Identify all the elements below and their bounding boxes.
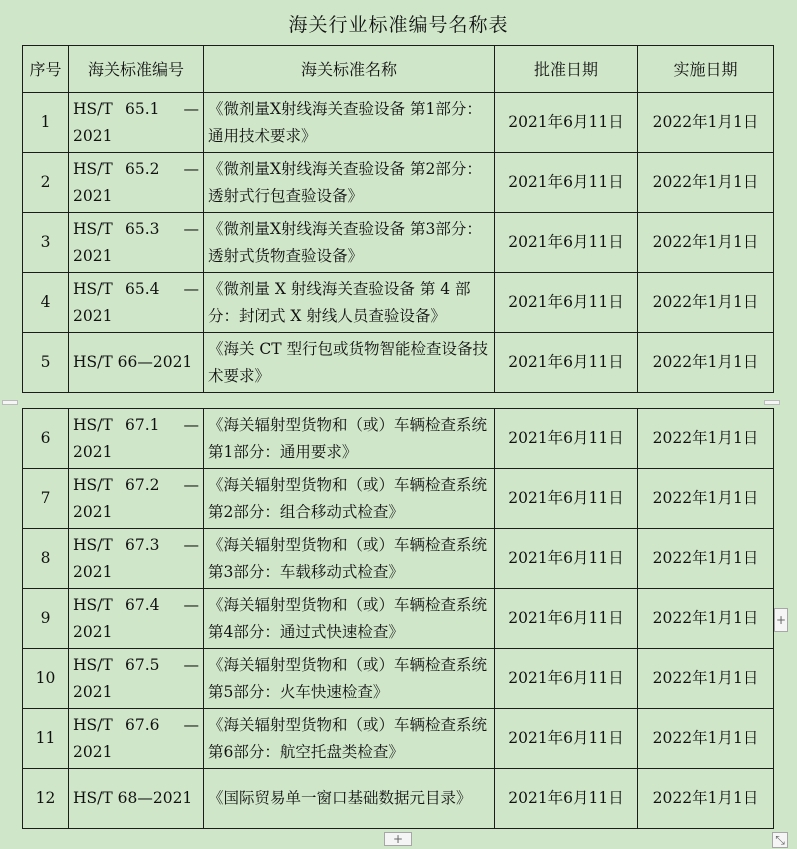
standard-name: 《微剂量X射线海关查验设备 第2部分：透射式行包查验设备》 — [204, 153, 495, 213]
approve-date: 2021年6月11日 — [495, 709, 638, 769]
standards-table-part1 — [22, 45, 774, 393]
code-dash: — — [183, 475, 199, 494]
code-prefix: HS/T — [73, 219, 113, 238]
approve-date: 2021年6月11日 — [495, 273, 638, 333]
code-number: 65.4 — [124, 279, 160, 298]
implement-date: 2022年1月1日 — [638, 333, 774, 393]
row-number: 10 — [23, 649, 69, 709]
header-approve-date: 批准日期 — [495, 46, 638, 93]
table-header-row — [23, 46, 774, 93]
header-implement-date: 实施日期 — [638, 46, 774, 93]
code-prefix: HS/T — [73, 415, 113, 434]
implement-date: 2022年1月1日 — [638, 273, 774, 333]
approve-date: 2021年6月11日 — [495, 529, 638, 589]
table-row — [23, 213, 774, 273]
table-row — [23, 649, 774, 709]
row-number: 11 — [23, 709, 69, 769]
table-row — [23, 529, 774, 589]
implement-date: 2022年1月1日 — [638, 709, 774, 769]
code-dash: — — [183, 99, 199, 118]
standard-code — [69, 333, 204, 393]
code-year: 2021 — [73, 246, 113, 265]
code-year: 2021 — [73, 186, 113, 205]
code-year: 2021 — [73, 562, 113, 581]
code-number: 67.1 — [124, 415, 160, 434]
table-row — [23, 709, 774, 769]
code-dash: — — [183, 595, 199, 614]
standard-name: 《海关辐射型货物和（或）车辆检查系统 第6部分：航空托盘类检查》 — [204, 709, 495, 769]
code-prefix: HS/T — [73, 715, 113, 734]
standard-code — [69, 529, 204, 589]
code-number: 67.2 — [124, 475, 160, 494]
implement-date: 2022年1月1日 — [638, 649, 774, 709]
standard-name: 《微剂量X射线海关查验设备 第3部分：透射式货物查验设备》 — [204, 213, 495, 273]
code-prefix: HS/T — [73, 99, 113, 118]
standard-name: 《微剂量X射线海关查验设备 第1部分：通用技术要求》 — [204, 93, 495, 153]
standard-name: 《海关辐射型货物和（或）车辆检查系统 第2部分：组合移动式检查》 — [204, 469, 495, 529]
standard-code — [69, 273, 204, 333]
table-body — [23, 409, 774, 829]
code-year: 2021 — [73, 126, 113, 145]
approve-date: 2021年6月11日 — [495, 649, 638, 709]
code-number: 67.3 — [124, 535, 160, 554]
add-row-button[interactable]: + — [384, 832, 412, 846]
header-seq: 序号 — [23, 46, 69, 93]
approve-date: 2021年6月11日 — [495, 769, 638, 829]
code-year: 2021 — [73, 682, 113, 701]
standard-name: 《国际贸易单一窗口基础数据元目录》 — [204, 769, 495, 829]
row-number: 9 — [23, 589, 69, 649]
table-row — [23, 153, 774, 213]
table-row — [23, 769, 774, 829]
row-number: 4 — [23, 273, 69, 333]
code-dash: — — [183, 159, 199, 178]
table-row — [23, 273, 774, 333]
implement-date: 2022年1月1日 — [638, 409, 774, 469]
row-number: 12 — [23, 769, 69, 829]
approve-date: 2021年6月11日 — [495, 469, 638, 529]
standard-name: 《微剂量 X 射线海关查验设备 第 4 部分：封闭式 X 射线人员查验设备》 — [204, 273, 495, 333]
implement-date: 2022年1月1日 — [638, 529, 774, 589]
table-move-handle-top[interactable] — [2, 400, 18, 405]
code-prefix: HS/T — [73, 159, 113, 178]
header-code: 海关标准编号 — [69, 46, 204, 93]
implement-date: 2022年1月1日 — [638, 213, 774, 273]
code-year: 2021 — [73, 306, 113, 325]
code-number: 67.5 — [124, 655, 160, 674]
standard-code — [69, 93, 204, 153]
approve-date: 2021年6月11日 — [495, 93, 638, 153]
standard-code — [69, 709, 204, 769]
standard-code-text: HS/T 68—2021 — [73, 789, 193, 807]
code-number: 65.2 — [124, 159, 160, 178]
code-year: 2021 — [73, 502, 113, 521]
table-row — [23, 333, 774, 393]
code-year: 2021 — [73, 442, 113, 461]
table-row — [23, 469, 774, 529]
header-name: 海关标准名称 — [204, 46, 495, 93]
standard-code — [69, 213, 204, 273]
table-row — [23, 589, 774, 649]
standard-code — [69, 409, 204, 469]
implement-date: 2022年1月1日 — [638, 153, 774, 213]
row-number: 7 — [23, 469, 69, 529]
table-row — [23, 409, 774, 469]
code-number: 65.3 — [124, 219, 160, 238]
row-number: 2 — [23, 153, 69, 213]
code-dash: — — [183, 415, 199, 434]
code-prefix: HS/T — [73, 595, 113, 614]
add-column-button[interactable]: + — [774, 608, 788, 632]
standards-table-part2 — [22, 408, 774, 829]
table-body — [23, 93, 774, 393]
code-dash: — — [183, 655, 199, 674]
standard-code — [69, 153, 204, 213]
code-dash: — — [183, 715, 199, 734]
implement-date: 2022年1月1日 — [638, 589, 774, 649]
standard-name: 《海关辐射型货物和（或）车辆检查系统 第3部分：车载移动式检查》 — [204, 529, 495, 589]
implement-date: 2022年1月1日 — [638, 93, 774, 153]
table-move-handle-right[interactable] — [764, 400, 780, 405]
code-prefix: HS/T — [73, 535, 113, 554]
code-dash: — — [183, 535, 199, 554]
code-dash: — — [183, 219, 199, 238]
approve-date: 2021年6月11日 — [495, 589, 638, 649]
approve-date: 2021年6月11日 — [495, 153, 638, 213]
approve-date: 2021年6月11日 — [495, 213, 638, 273]
implement-date: 2022年1月1日 — [638, 769, 774, 829]
code-number: 67.4 — [124, 595, 160, 614]
page-title: 海关行业标准编号名称表 — [288, 14, 509, 36]
approve-date: 2021年6月11日 — [495, 333, 638, 393]
code-prefix: HS/T — [73, 655, 113, 674]
table-resize-handle[interactable]: ⤡ — [772, 832, 788, 848]
row-number: 1 — [23, 93, 69, 153]
code-prefix: HS/T — [73, 475, 113, 494]
standard-name: 《海关辐射型货物和（或）车辆检查系统 第4部分：通过式快速检查》 — [204, 589, 495, 649]
code-number: 67.6 — [124, 715, 160, 734]
standard-name: 《海关辐射型货物和（或）车辆检查系统 第1部分：通用要求》 — [204, 409, 495, 469]
standard-code — [69, 649, 204, 709]
standard-code — [69, 769, 204, 829]
standard-name: 《海关 CT 型行包或货物智能检查设备技术要求》 — [204, 333, 495, 393]
standard-code-text: HS/T 66—2021 — [73, 353, 193, 371]
standard-code — [69, 469, 204, 529]
row-number: 5 — [23, 333, 69, 393]
code-number: 65.1 — [124, 99, 160, 118]
implement-date: 2022年1月1日 — [638, 469, 774, 529]
row-number: 6 — [23, 409, 69, 469]
row-number: 8 — [23, 529, 69, 589]
table-row — [23, 93, 774, 153]
code-year: 2021 — [73, 622, 113, 641]
code-dash: — — [183, 279, 199, 298]
row-number: 3 — [23, 213, 69, 273]
standard-code — [69, 589, 204, 649]
code-prefix: HS/T — [73, 279, 113, 298]
standard-name: 《海关辐射型货物和（或）车辆检查系统 第5部分：火车快速检查》 — [204, 649, 495, 709]
code-year: 2021 — [73, 742, 113, 761]
approve-date: 2021年6月11日 — [495, 409, 638, 469]
